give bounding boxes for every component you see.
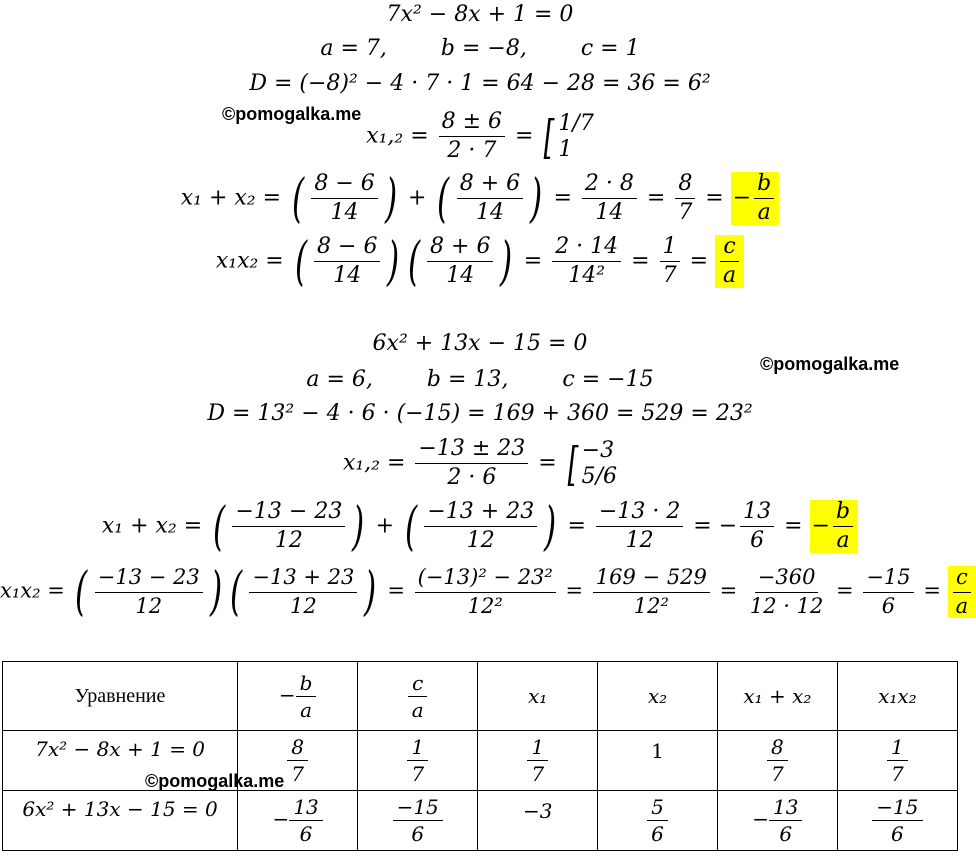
eq1-sum-r2-num: 8 bbox=[675, 172, 695, 199]
eq2-prod-r1-den: 12² bbox=[467, 593, 503, 618]
row1-x2: 1 bbox=[598, 731, 718, 791]
row1-product: $\frac{1}{7}$ bbox=[837, 731, 957, 791]
eq1-a: a = 7, bbox=[320, 36, 387, 61]
row1-c-a: $\frac{1}{7}$ bbox=[358, 731, 478, 791]
eq2-root1: −3 bbox=[581, 438, 615, 464]
eq2-sum-r2-den: 6 bbox=[750, 528, 765, 554]
eq2-prod-label: x₁x₂ = bbox=[0, 578, 65, 603]
eq2-prod-f1-num: −13 − 23 bbox=[95, 566, 203, 592]
row2-x1: −3 bbox=[478, 791, 598, 851]
eq1-prod-label: x₁x₂ = bbox=[215, 248, 284, 274]
eq1-prod-f2-num: 8 + 6 bbox=[427, 235, 493, 262]
table-row bbox=[3, 791, 958, 851]
eq1-roots: x₁,₂ = $\frac{8 \pm 6}{2 \cdot 7}$ = [ 1/7 1 bbox=[366, 109, 594, 164]
header-product: x₁x₂ bbox=[837, 662, 957, 731]
eq1-roots-num: 8 ± 6 bbox=[439, 110, 505, 137]
eq1-sum: x₁ + x₂ = ( $\frac{8 - 6}{14}$ ) + ( $\frac{8 + 6}{14}$ ) = $\frac{2 \cdot 8}{14}$ = $\frac{8}{7}$ = − $\frac{b}{a}$ bbox=[0, 172, 960, 225]
eq2-prod-r4-num: −15 bbox=[863, 566, 913, 592]
eq1-sum-r1-num: 2 · 8 bbox=[582, 172, 637, 199]
eq2-prod-r3-num: −360 bbox=[755, 566, 819, 592]
eq2-sum-f1-num: −13 − 23 bbox=[232, 500, 345, 527]
eq2-sum: x₁ + x₂ = ( $\frac{-13 - 23}{12}$ ) + ( $\frac{-13 + 23}{12}$ ) = $\frac{-13 \cdot 2}{12}$ = − $\frac{13}{6}$ = − $\frac{b}{a}$ bbox=[0, 500, 960, 553]
eq2-sum-r1-den: 12 bbox=[625, 528, 654, 554]
eq1-sum-f1-num: 8 − 6 bbox=[311, 172, 377, 199]
header-x1: x₁ bbox=[478, 662, 598, 731]
eq2-vieta-product-highlight: $\frac{c}{a}$ bbox=[948, 566, 976, 617]
eq1-discriminant: D = (−8)² − 4 · 7 · 1 = 64 − 28 = 36 = 6² bbox=[249, 71, 711, 96]
row2-neg-b-a: − $\frac{13}{6}$ bbox=[238, 791, 358, 851]
eq2-vieta-sum-highlight: − $\frac{b}{a}$ bbox=[810, 500, 859, 553]
eq1-roots-label: x₁,₂ = bbox=[366, 123, 429, 149]
watermark-1: ©pomogalka.me bbox=[222, 104, 362, 124]
eq2-prod-r2-num: 169 − 529 bbox=[593, 566, 710, 592]
eq2-prod-r4-den: 6 bbox=[881, 593, 896, 618]
eq1-root1: 1/7 bbox=[558, 111, 594, 137]
row2-product: $\frac{-15}{6}$ bbox=[837, 791, 957, 851]
header-equation: Уравнение bbox=[3, 662, 238, 731]
eq1-equation: 7x² − 8x + 1 = 0 bbox=[386, 2, 574, 27]
eq1-sum-f2-num: 8 + 6 bbox=[457, 172, 523, 199]
eq2-prod-r2-den: 12² bbox=[633, 593, 669, 618]
eq1-prod-r2-num: 1 bbox=[660, 235, 680, 262]
eq1-roots-frac bbox=[439, 110, 505, 163]
row1-x1: $\frac{1}{7}$ bbox=[478, 731, 598, 791]
header-x2: x₂ bbox=[598, 662, 718, 731]
eq2-roots: x₁,₂ = $\frac{-13 \pm 23}{2 \cdot 6}$ = [ −3 5/6 bbox=[342, 436, 618, 491]
eq2-product: x₁x₂ = ( $\frac{-13 - 23}{12}$ ) ( $\frac{-13 + 23}{12}$ ) = $\frac{\text{(−13)² − 23²}}{\text{12²}}$ = $\frac{169 - 529}{\text{12²}}$ = $\frac{-360}{12 \cdot 12}$ = $\frac{-15}{6}$ = $\frac{c}{a}$ bbox=[0, 566, 960, 618]
eq1-sum-f2-den: 14 bbox=[475, 200, 504, 226]
eq1-prod-f2-den: 14 bbox=[446, 263, 475, 289]
row1-equation: 7x² − 8x + 1 = 0 bbox=[3, 731, 238, 791]
eq1-prod-f1-num: 8 − 6 bbox=[314, 235, 380, 262]
row2-c-a: $\frac{-15}{6}$ bbox=[358, 791, 478, 851]
row2-sum: − $\frac{13}{6}$ bbox=[717, 791, 837, 851]
eq2-roots-label: x₁,₂ = bbox=[342, 450, 406, 476]
eq1-roots-set: [ 1/7 1 bbox=[544, 109, 594, 164]
eq2-coefficients bbox=[0, 369, 960, 391]
eq1-c: c = 1 bbox=[580, 36, 640, 61]
header-c-over-a: $\frac{c}{a}$ bbox=[358, 662, 478, 731]
eq2-a: a = 6, bbox=[306, 367, 373, 392]
eq1-prod-f1-den: 14 bbox=[333, 263, 362, 289]
eq1-sum-f1-den: 14 bbox=[330, 200, 359, 226]
eq2-prod-f2-num: −13 + 23 bbox=[249, 566, 357, 592]
row1-sum: $\frac{8}{7}$ bbox=[717, 731, 837, 791]
eq2-sum-f2-num: −13 + 23 bbox=[424, 500, 537, 527]
eq2-equation: 6x² + 13x − 15 = 0 bbox=[372, 331, 588, 356]
row2-equation: 6x² + 13x − 15 = 0 bbox=[3, 791, 238, 851]
eq1-coefficients bbox=[0, 38, 960, 60]
eq2-prod-r3-den: 12 · 12 bbox=[749, 593, 824, 618]
eq1-prod-r2-den: 7 bbox=[662, 263, 677, 289]
eq2-sum-f1-den: 12 bbox=[274, 528, 303, 554]
eq1-sum-r2-den: 7 bbox=[678, 200, 693, 226]
eq2-sum-label: x₁ + x₂ = bbox=[101, 513, 203, 539]
eq2-prod-f1-den: 12 bbox=[135, 593, 163, 618]
row2-x2: $\frac{5}{6}$ bbox=[598, 791, 718, 851]
header-neg-b-over-a: − $\frac{b}{a}$ bbox=[238, 662, 358, 731]
eq1-vieta-product-highlight: $\frac{c}{a}$ bbox=[715, 235, 744, 288]
eq1-vieta-sum-highlight: − $\frac{b}{a}$ bbox=[731, 172, 780, 225]
eq1-b: b = −8, bbox=[440, 36, 527, 61]
eq1-prod-r1-num: 2 · 14 bbox=[552, 235, 621, 262]
eq2-prod-f2-den: 12 bbox=[290, 593, 317, 618]
eq2-b: b = 13, bbox=[426, 367, 509, 392]
eq2-sum-r2-num: 13 bbox=[740, 500, 774, 527]
eq2-roots-den: 2 · 6 bbox=[447, 465, 497, 491]
eq2-discriminant: D = 13² − 4 · 6 · (−15) = 169 + 360 = 529 = 23² bbox=[207, 401, 753, 426]
row1-neg-b-a: $\frac{8}{7}$ bbox=[238, 731, 358, 791]
eq2-prod-r1-num: (−13)² − 23² bbox=[415, 566, 556, 592]
eq2-sum-r1-num: −13 · 2 bbox=[596, 500, 683, 527]
eq1-prod-r1-den: 14² bbox=[568, 263, 606, 289]
summary-table bbox=[2, 661, 958, 851]
eq1-product: x₁x₂ = ( $\frac{8 - 6}{14}$ ) ( $\frac{8 + 6}{14}$ ) = $\frac{2 \cdot 14}{\text{14²}}$ = $\frac{1}{7}$ = $\frac{c}{a}$ bbox=[0, 235, 960, 288]
watermark-2: ©pomogalka.me bbox=[760, 354, 900, 374]
header-sum: x₁ + x₂ bbox=[717, 662, 837, 731]
eq1-roots-den: 2 · 7 bbox=[447, 138, 497, 164]
eq1-sum-label: x₁ + x₂ = bbox=[180, 185, 282, 211]
eq2-sum-f2-den: 12 bbox=[466, 528, 495, 554]
eq2-roots-num: −13 ± 23 bbox=[415, 437, 528, 464]
eq2-c: c = −15 bbox=[562, 367, 654, 392]
eq1-root2: 1 bbox=[558, 136, 573, 162]
watermark-3: ©pomogalka.me bbox=[145, 771, 285, 791]
eq1-sum-r1-den: 14 bbox=[595, 200, 624, 226]
eq2-root2: 5/6 bbox=[581, 463, 618, 489]
